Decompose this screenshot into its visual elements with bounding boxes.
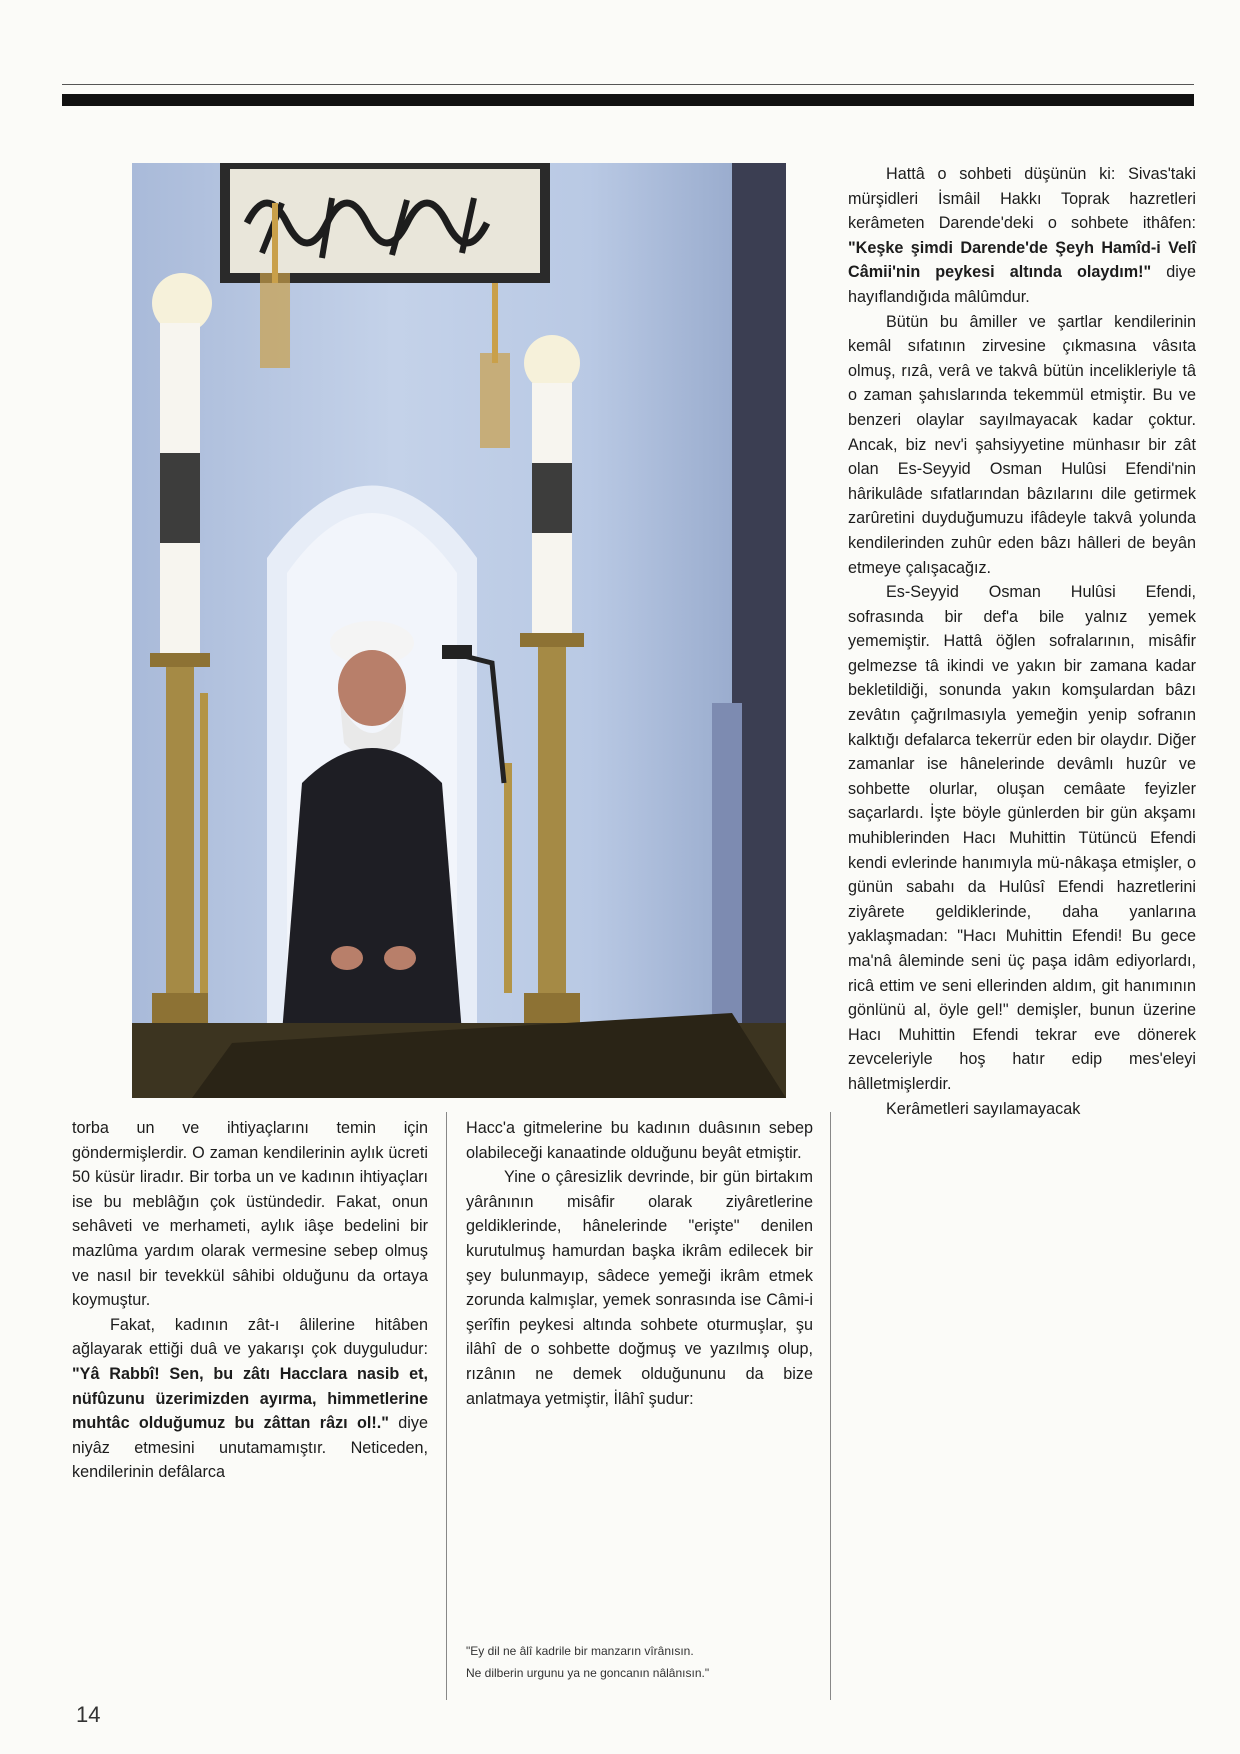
- left-paragraph-1: torba un ve ihtiyaçlarını temin için göndermişlerdir. O zaman kendilerinin aylık ücreti 50 küsür liradır. Bir torba un ve kadının ihtiyaçları ise bu meblâğın çok üstündedir. Fakat, onun sehâveti ve merhameti, aylık iâşe bedelini bir mazlûma yardım olarak vermesine sebep olmuş ve nasıl bir tevekkül sâhibi olduğunu da ortaya koymuştur.: [72, 1119, 428, 1310]
- photo-image-icon: [132, 163, 786, 1098]
- right-paragraph-2: Bütün bu âmiller ve şartlar kendilerinin kemâl sıfatının zirvesine çıkmasına vâsıta olmuş, rızâ, verâ ve takvâ bütün incelikleriyle tâ o zaman şahıslarında tekemmül etmiştir. Bu ve benzeri olaylar sayılmayacak kadar çoktur. Ancak, biz nev'i şahsiyyetine münhasır bir zât olan Es-Seyyid Osman Hulûsi Efendi'nin hârikulâde sıfatlarından bâzılarını dile getirmek zarûretini duyduğumuzu ifâdeyle takvâ yolunda kendilerinden zuhûr eden bâzı hâlleri de beyân etmeye çalışacağız.: [848, 312, 1196, 577]
- poem-line-1: "Ey dil ne âlî kadrile bir manzarın vîrânısın.: [466, 1644, 694, 1658]
- page-number: 14: [76, 1702, 101, 1727]
- poem-quote: [466, 1640, 813, 1684]
- poem-line-2: Ne dilberin urgunu ya ne goncanın nâlânısın.": [466, 1666, 710, 1680]
- left-column: [72, 1116, 428, 1485]
- right-p1-start: Hattâ o sohbeti düşünün ki: Sivas'taki mürşidleri İsmâil Hakkı Toprak hazretleri kerâmeten Darende'deki o sohbete ithâfen:: [848, 165, 1196, 233]
- right-column: [848, 162, 1196, 1121]
- right-paragraph-4: Kerâmetleri sayılamayacak: [886, 1099, 1081, 1118]
- top-rule-thin: [62, 84, 1194, 85]
- left-p2-bold-quote: "Yâ Rabbî! Sen, bu zâtı Hacclara nasib et, nüfûzunu üzerimizden ayırma, himmetlerine muhtâc olduğumuz bu zâttan râzı ol!.": [72, 1364, 428, 1433]
- right-p1-bold-quote: "Keşke şimdi Darende'de Şeyh Hamîd-i Velî Câmii'nin peykesi altında olaydım!": [848, 238, 1196, 282]
- right-p1-end: diye hayıflandığıda mâlûmdur.: [848, 263, 1197, 306]
- arabic-calligraphy-icon: [220, 163, 550, 283]
- left-p2-end: diye niyâz etmesini unutamamıştır. Neticeden, kendilerinin defâlarca: [72, 1414, 428, 1482]
- left-p2-start: Fakat, kadının zât-ı âlilerine hitâben ağlayarak ettiği duâ ve yakarışı çok duyguludur:: [72, 1315, 428, 1359]
- right-paragraph-3: Es-Seyyid Osman Hulûsi Efendi, sofrasında bir def'a bile yalnız yemek yememiştir. Hattâ öğlen sofralarının, misâfir gelmezse tâ ikindi ve yakın bir zamana kadar bekletildiği, sonunda yakın komşulardan bâzı zevâtın çağrılmasıyla yemeğin yenip sofranın kalktığı defalarca tekerrür eden bir olaydır. Diğer zamanlar ise hânelerinde devâmlı huzûr ve sohbette olurlar, oluşan cemâate feyizler saçarlardı. İşte böyle günlerden bir gün akşamı muhiblerinden Hacı Muhittin Tütüncü Efendi kendi evlerinde hanımıyla mü-nâkaşa etmişler, o günün sabahı da Hulûsî Efendi hazretlerini ziyârete geldiklerinde, daha yanlarına yaklaşmadan: "Hacı Muhittin Efendi! Bu gece ma'nâ âleminde seni üç paşa idâm ediyorlardı, ricâ ettim ve seni ellerinden aldım, git hanımının gönlünü al, öyle gel!" demişler, bunun üzerine Hacı Muhittin Efendi tekrar eve dönerek zevceleriyle hoş hatır edip mes'eleyi hâlletmişlerdir.: [848, 583, 1196, 1093]
- middle-column: [466, 1116, 813, 1411]
- left-paragraph-2: [72, 1313, 428, 1485]
- right-paragraph-1: [848, 162, 1196, 310]
- middle-paragraph-1: Hacc'a gitmelerine bu kadının duâsının sebep olabileceği kanaatinde olduğunu beyât etmiştir.: [466, 1119, 813, 1162]
- column-divider-2: [830, 1112, 831, 1700]
- top-rule-thick: [62, 94, 1194, 106]
- column-divider-1: [446, 1112, 447, 1700]
- middle-paragraph-2: Yine o çâresizlik devrinde, bir gün birtakım yârânının misâfir olarak ziyâretlerine geldiklerinde, hânelerinde "erişte" denilen kurutulmuş hamurdan başka ikrâm edilecek bir şey bulunmayıp, sâdece yemeği ikrâm etmek zorunda kalmışlar, yemek sonrasında ise Câmi-i şerîfin peykesi altında sohbete oturmuşlar, şu ilâhî de o sohbette doğmuş ve yazılmış olup, rızânın ne demek olduğununu da bize anlatmaya yetmiştir, İlâhî şudur:: [466, 1168, 813, 1408]
- mosque-photo: [132, 163, 786, 1098]
